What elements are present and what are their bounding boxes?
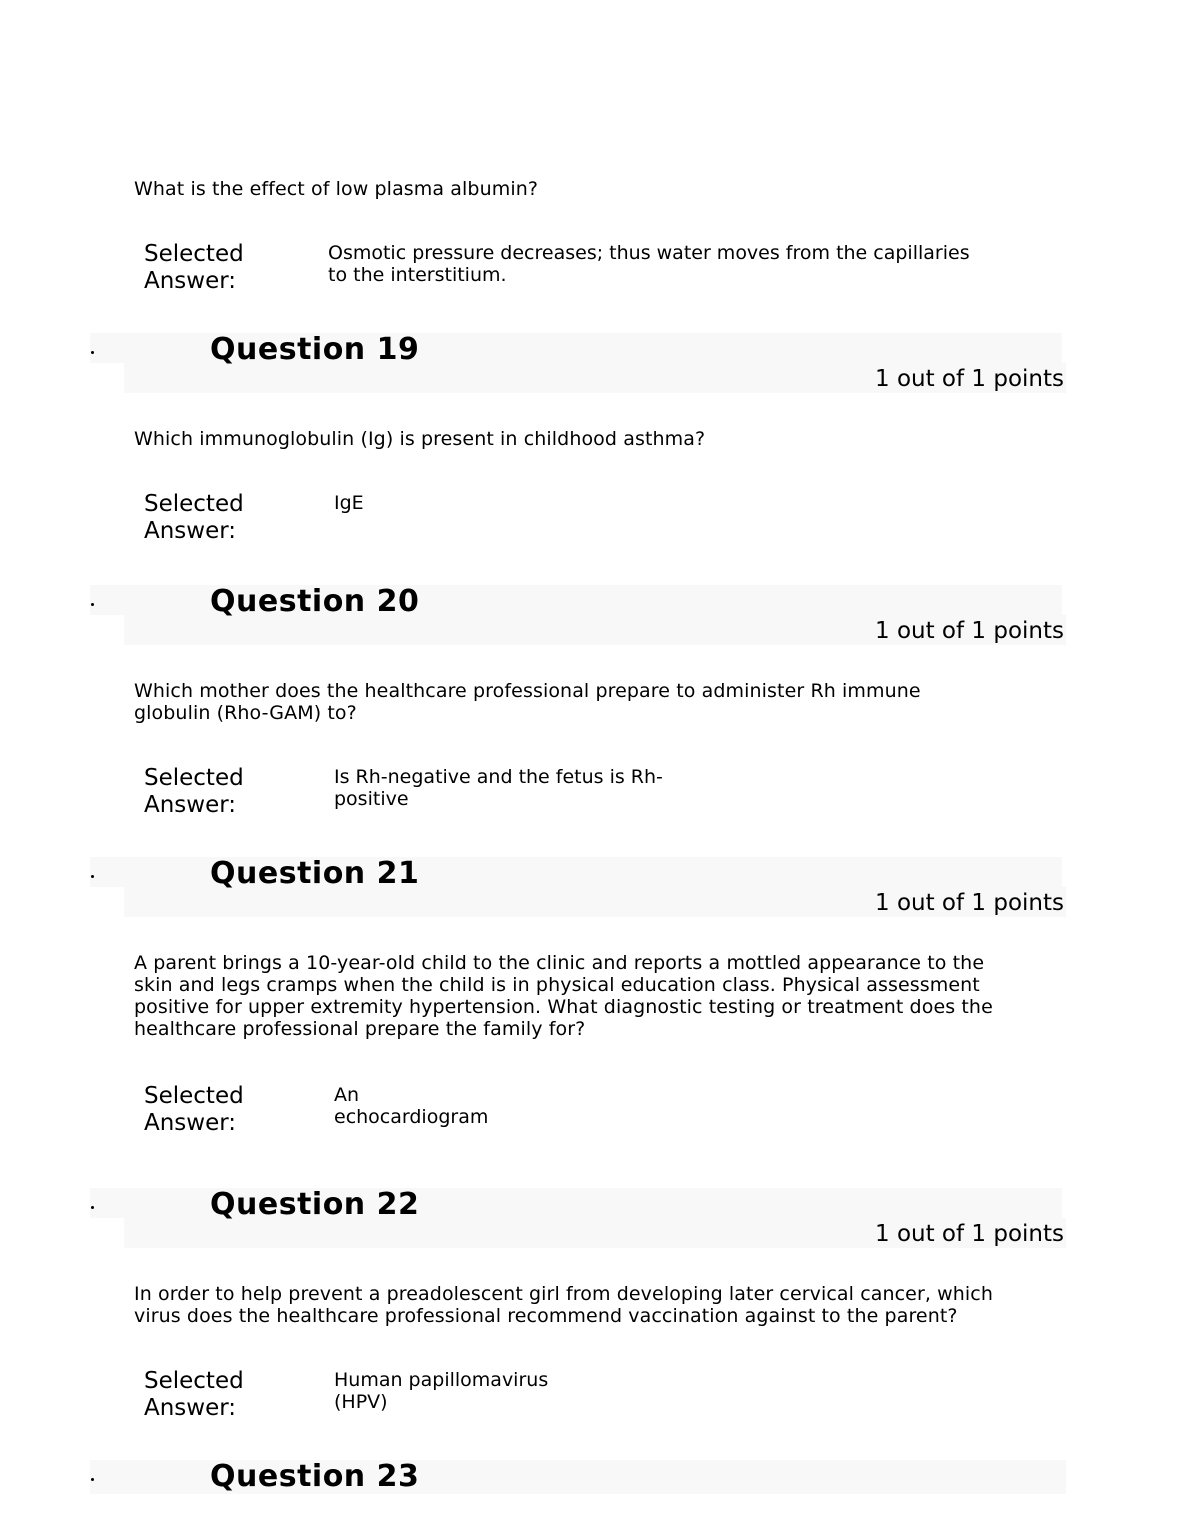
question-title: Question 22 — [210, 1187, 420, 1222]
bullet-icon — [91, 875, 94, 878]
question-title: Question 23 — [210, 1459, 420, 1494]
question-text: A parent brings a 10-year-old child to the clinic and reports a mottled appearance to the skin and legs cramps when the child is in physical education class. Physical assessment positive for upper extremity hypertension. What diagnostic testing or treatment does the healthcare professional prepare the family for? — [134, 952, 993, 1040]
bullet-icon — [91, 351, 94, 354]
bullet-icon — [91, 1206, 94, 1209]
question-text: Which immunoglobulin (Ig) is present in childhood asthma? — [134, 428, 706, 450]
question-text: What is the effect of low plasma albumin? — [134, 178, 539, 200]
selected-answer-label: Selected Answer: — [144, 491, 244, 544]
bullet-icon — [91, 603, 94, 606]
question-title: Question 20 — [210, 584, 420, 619]
question-points: 1 out of 1 points — [875, 890, 1064, 916]
question-points: 1 out of 1 points — [875, 1221, 1064, 1247]
question-points: 1 out of 1 points — [875, 618, 1064, 644]
question-header — [0, 333, 1190, 395]
selected-answer: Is Rh-negative and the fetus is Rh- positive — [334, 766, 663, 810]
question-header — [0, 1188, 1190, 1250]
selected-answer-label: Selected Answer: — [144, 1083, 244, 1136]
selected-answer-label: Selected Answer: — [144, 1368, 244, 1421]
selected-answer: IgE — [334, 492, 364, 514]
question-header — [0, 857, 1190, 919]
selected-answer-label: Selected Answer: — [144, 765, 244, 818]
question-header — [0, 1460, 1190, 1494]
selected-answer: An echocardiogram — [334, 1084, 489, 1128]
question-text: Which mother does the healthcare professional prepare to administer Rh immune globulin (Rho-GAM) to? — [134, 680, 921, 724]
selected-answer: Human papillomavirus (HPV) — [334, 1369, 549, 1413]
question-text: In order to help prevent a preadolescent girl from developing later cervical cancer, which virus does the healthcare professional recommend vaccination against to the parent? — [134, 1283, 993, 1327]
selected-answer: Osmotic pressure decreases; thus water moves from the capillaries to the interstitium. — [328, 242, 970, 286]
selected-answer-label: Selected Answer: — [144, 241, 244, 294]
question-points: 1 out of 1 points — [875, 366, 1064, 392]
question-header — [0, 585, 1190, 647]
question-title: Question 21 — [210, 856, 420, 891]
bullet-icon — [91, 1478, 94, 1481]
question-title: Question 19 — [210, 332, 420, 367]
